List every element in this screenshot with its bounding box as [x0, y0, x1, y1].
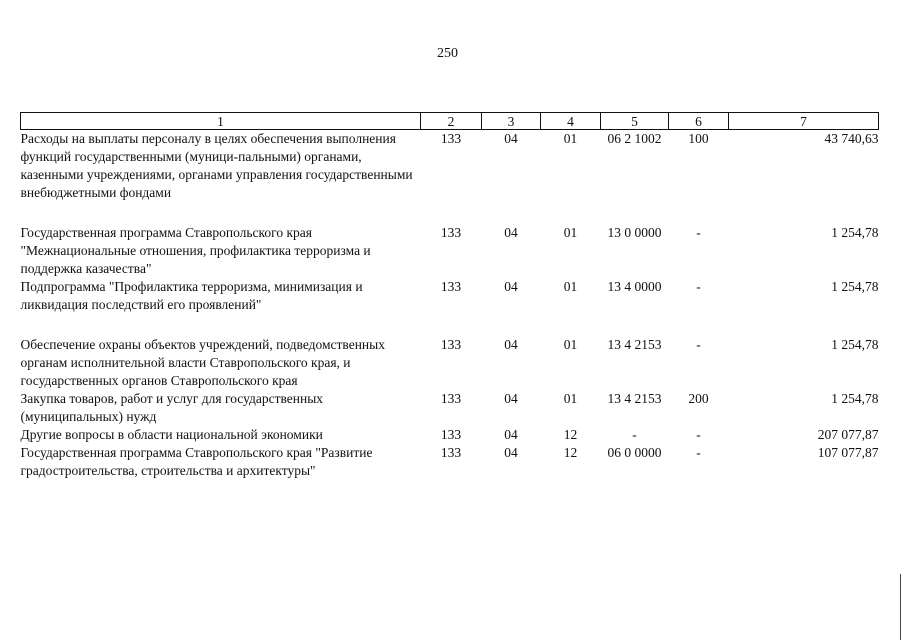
row-name: Государственная программа Ставропольского края "Развитие градостроительства, строительства и архитектуры"	[20, 445, 373, 478]
row-amount: 107 077,87	[817, 445, 879, 460]
row-code-subsection: 12	[563, 427, 578, 442]
row-code-subsection: 01	[563, 131, 578, 146]
table-row	[21, 444, 879, 480]
row-code-subsection: 01	[563, 225, 578, 240]
row-code-subsection: 12	[563, 445, 578, 460]
row-code-subsection: 01	[563, 279, 578, 294]
table-row	[21, 390, 879, 426]
row-code-subsection: 01	[563, 337, 578, 352]
row-code-target: -	[632, 427, 637, 442]
row-code-subsection: 01	[563, 391, 578, 406]
row-name: Подпрограмма "Профилактика терроризма, минимизация и ликвидация последствий его проявлений"	[20, 279, 363, 312]
row-code-section: 04	[504, 131, 518, 146]
row-code-ministry: 133	[440, 445, 462, 460]
header-col-3: 3	[482, 113, 541, 130]
budget-table	[20, 112, 879, 480]
row-code-ministry: 133	[440, 131, 462, 146]
scan-edge-line	[900, 574, 901, 640]
header-col-7: 7	[729, 113, 879, 130]
table-row	[21, 336, 879, 390]
row-code-section: 04	[504, 337, 518, 352]
row-code-target: 13 4 2153	[607, 391, 662, 406]
row-name: Другие вопросы в области национальной экономики	[20, 427, 323, 442]
row-amount: 1 254,78	[831, 337, 879, 352]
header-col-5: 5	[601, 113, 669, 130]
row-code-target: 06 0 0000	[607, 445, 662, 460]
table-row	[21, 224, 879, 278]
row-name: Обеспечение охраны объектов учреждений, подведомственных органам исполнительной власти Ставропольского края, и государственных органов Ставропольского края	[20, 337, 385, 388]
header-row	[21, 113, 879, 130]
row-code-expense-type: -	[696, 225, 701, 240]
header-col-4: 4	[541, 113, 601, 130]
row-name: Закупка товаров, работ и услуг для государственных (муниципальных) нужд	[20, 391, 324, 424]
row-code-expense-type: 100	[688, 131, 709, 146]
row-code-section: 04	[504, 225, 518, 240]
header-col-6: 6	[669, 113, 729, 130]
row-code-section: 04	[504, 427, 518, 442]
row-code-expense-type: -	[696, 279, 701, 294]
row-amount: 1 254,78	[831, 279, 879, 294]
row-code-expense-type: 200	[688, 391, 709, 406]
row-name: Государственная программа Ставропольского края "Межнациональные отношения, профилактика терроризма и поддержка казачества"	[20, 225, 371, 276]
row-code-ministry: 133	[440, 225, 462, 240]
table-row	[21, 278, 879, 336]
row-name: Расходы на выплаты персоналу в целях обеспечения выполнения функций государственными (муници-пальными) органами, казенными учреждениями, органами управления государственными внебюджетными фондами	[20, 131, 413, 200]
row-amount: 43 740,63	[824, 131, 879, 146]
row-code-ministry: 133	[440, 279, 462, 294]
row-code-section: 04	[504, 445, 518, 460]
row-amount: 207 077,87	[817, 427, 879, 442]
row-amount: 1 254,78	[831, 391, 879, 406]
page-number: 250	[437, 46, 458, 61]
row-amount: 1 254,78	[831, 225, 879, 240]
row-code-section: 04	[504, 391, 518, 406]
header-col-2: 2	[421, 113, 482, 130]
table-row	[21, 426, 879, 444]
row-code-expense-type: -	[696, 427, 701, 442]
row-code-section: 04	[504, 279, 518, 294]
row-code-expense-type: -	[696, 337, 701, 352]
row-code-target: 13 4 2153	[607, 337, 662, 352]
row-code-target: 13 4 0000	[607, 279, 662, 294]
row-code-ministry: 133	[440, 427, 462, 442]
table-row	[21, 130, 879, 225]
row-code-ministry: 133	[440, 337, 462, 352]
row-code-target: 06 2 1002	[607, 131, 662, 146]
row-code-expense-type: -	[696, 445, 701, 460]
row-code-ministry: 133	[440, 391, 462, 406]
header-col-1: 1	[21, 113, 421, 130]
row-code-target: 13 0 0000	[607, 225, 662, 240]
